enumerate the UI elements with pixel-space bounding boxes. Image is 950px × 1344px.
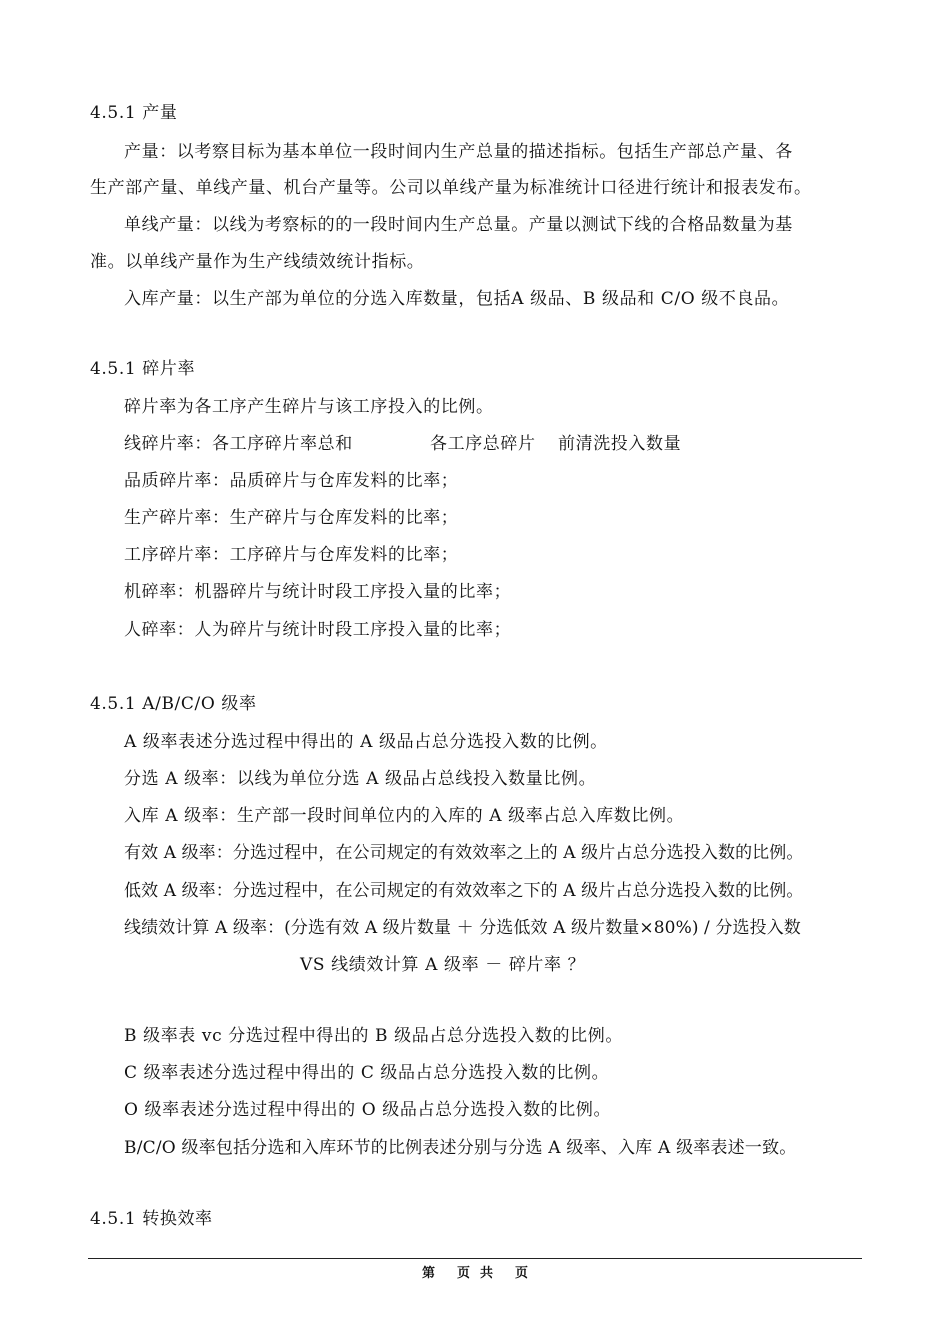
paragraph-line: 工序碎片率：工序碎片与仓库发料的比率； [124, 545, 459, 565]
paragraph-line: 分选 A 级率：以线为单位分选 A 级品占总线投入数量比例。 [124, 769, 597, 789]
paragraph-line: B 级率表 vc 分选过程中得出的 B 级品占总分选投入数的比例。 [124, 1026, 623, 1046]
paragraph-line: 前清洗投入数量 [558, 434, 682, 454]
paragraph-line: 入库 A 级率：生产部一段时间单位内的入库的 A 级率占总入库数比例。 [124, 806, 685, 826]
footer-ye: 页 [456, 1266, 470, 1281]
section-heading-conversion-efficiency: 4.5.1 转换效率 [90, 1209, 213, 1229]
section-heading-output: 4.5.1 产量 [90, 103, 178, 123]
paragraph-line: 准。以单线产量作为生产线绩效统计指标。 [90, 252, 425, 272]
footer-divider [88, 1258, 862, 1259]
footer-gong: 共 [480, 1266, 494, 1281]
paragraph-line: 品质碎片率：品质碎片与仓库发料的比率； [124, 471, 459, 491]
paragraph-line: 碎片率为各工序产生碎片与该工序投入的比例。 [124, 397, 494, 417]
paragraph-line: 低效 A 级率：分选过程中，在公司规定的有效效率之下的 A 级片占总分选投入数的比例。 [124, 881, 804, 901]
paragraph-line: A 级率表述分选过程中得出的 A 级品占总分选投入数的比例。 [124, 732, 608, 752]
paragraph-line: 人碎率：人为碎片与统计时段工序投入量的比率； [124, 620, 512, 640]
paragraph-line: C 级率表述分选过程中得出的 C 级品占总分选投入数的比例。 [124, 1063, 610, 1083]
paragraph-line: 产量：以考察目标为基本单位一段时间内生产总量的描述指标。包括生产部总产量、各 [124, 142, 793, 162]
footer-di: 第 [421, 1266, 435, 1281]
paragraph-line: B/C/O 级率包括分选和入库环节的比例表述分别与分选 A 级率、入库 A 级率表述一致。 [124, 1138, 797, 1158]
footer-ye: 页 [515, 1266, 529, 1281]
paragraph-line: 入库产量：以生产部为单位的分选入库数量，包括A 级品、B 级品和 C/O 级不良品。 [124, 289, 790, 309]
section-heading-grade-rate: 4.5.1 A/B/C/O 级率 [90, 694, 257, 714]
section-heading-breakage-rate: 4.5.1 碎片率 [90, 359, 196, 379]
paragraph-line: 生产碎片率：生产碎片与仓库发料的比率； [124, 508, 459, 528]
paragraph-line: 有效 A 级率：分选过程中，在公司规定的有效效率之上的 A 级片占总分选投入数的比例。 [124, 843, 804, 863]
paragraph-line: 机碎率：机器碎片与统计时段工序投入量的比率； [124, 582, 512, 602]
paragraph-line: 各工序总碎片 [430, 434, 536, 454]
page-footer [0, 1265, 950, 1283]
paragraph-line: 生产部产量、单线产量、机台产量等。公司以单线产量为标准统计口径进行统计和报表发布。 [90, 178, 812, 198]
paragraph-line: O 级率表述分选过程中得出的 O 级品占总分选投入数的比例。 [124, 1100, 612, 1120]
formula-line: 线绩效计算 A 级率：(分选有效 A 级片数量 ＋ 分选低效 A 级片数量×80%) / 分选投入数 [124, 918, 801, 938]
paragraph-line: 单线产量：以线为考察标的的一段时间内生产总量。产量以测试下线的合格品数量为基 [124, 215, 793, 235]
formula-line: VS 线绩效计算 A 级率 － 碎片率 ？ [300, 955, 586, 975]
paragraph-line: 线碎片率：各工序碎片率总和 [124, 434, 353, 454]
